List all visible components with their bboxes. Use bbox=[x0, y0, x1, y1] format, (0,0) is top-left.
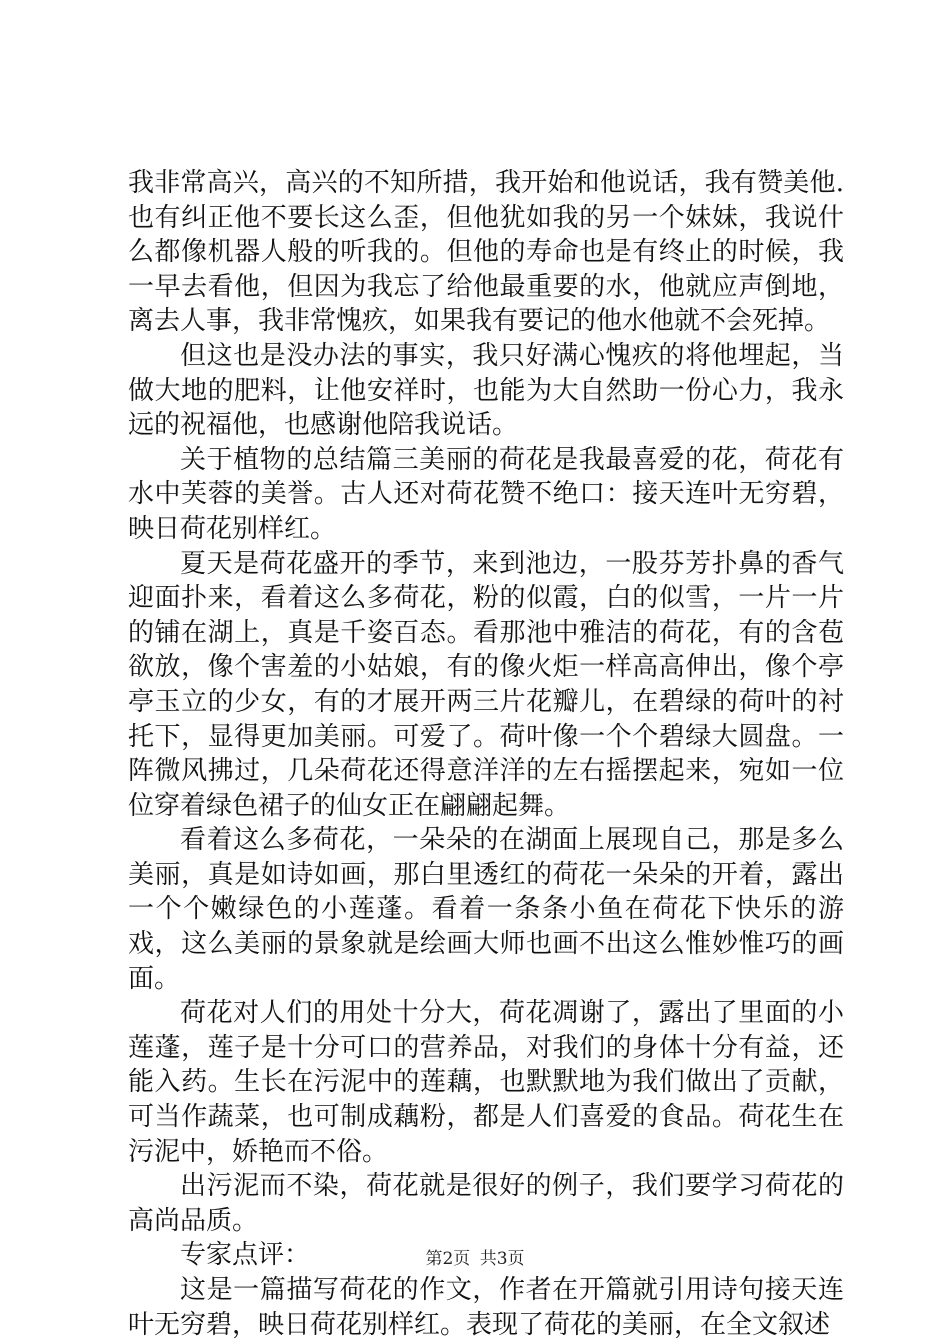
paragraph-1: 我非常高兴，高兴的不知所措，我开始和他说话，我有赞美他.也有纠正他不要长这么歪，但他犹如我的另一个妹妹，我说什么都像机器人般的听我的。但他的寿命也是有终止的时候，我一早去看他，但因为我忘了给他最重要的水，他就应声倒地，离去人事，我非常愧疚，如果我有要记的他水他就不会死掉。 bbox=[128, 168, 844, 337]
paragraph-3: 关于植物的总结篇三美丽的荷花是我最喜爱的花，荷花有水中芙蓉的美誉。古人还对荷花赞不绝口：接天连叶无穷碧，映日荷花别样红。 bbox=[128, 444, 844, 544]
paragraph-8-heading: 专家点评： bbox=[180, 1240, 311, 1271]
page-number: 第2页 bbox=[425, 1249, 471, 1269]
paragraph-2: 但这也是没办法的事实，我只好满心愧疚的将他埋起，当做大地的肥料，让他安祥时，也能为大自然助一份心力，我永远的祝福他，也感谢他陪我说话。 bbox=[128, 340, 844, 441]
paragraph-7: 出污泥而不染，荷花就是很好的例子，我们要学习荷花的高尚品质。 bbox=[128, 1171, 844, 1236]
paragraph-9: 这是一篇描写荷花的作文，作者在开篇就引用诗句接天连叶无穷碧，映日荷花别样红。表现了荷花的美丽，在全文叙述 bbox=[128, 1275, 844, 1340]
paragraph-4: 夏天是荷花盛开的季节，来到池边，一股芬芳扑鼻的香气迎面扑来，看着这么多荷花，粉的似霞，白的似雪，一片一片的铺在湖上，真是千姿百态。看那池中雅洁的荷花，有的含苞欲放，像个害羞的小姑娘，有的像火炬一样高高伸出，像个亭亭玉立的少女，有的才展开两三片花瓣儿，在碧绿的荷叶的衬托下，显得更加美丽。可爱了。荷叶像一个个碧绿大圆盘。一阵微风拂过，几朵荷花还得意洋洋的左右摇摆起来，宛如一位位穿着绿色裙子的仙女正在翩翩起舞。 bbox=[128, 548, 844, 821]
paragraph-5: 看着这么多荷花，一朵朵的在湖面上展现自己，那是多么美丽，真是如诗如画，那白里透红的荷花一朵朵的开着，露出一个个嫩绿色的小莲蓬。看着一条条小鱼在荷花下快乐的游戏，这么美丽的景象就是绘画大师也画不出这么惟妙惟巧的画面。 bbox=[128, 825, 844, 994]
paragraph-6: 荷花对人们的用处十分大，荷花凋谢了，露出了里面的小莲蓬，莲子是十分可口的营养品，对我们的身体十分有益，还能入药。生长在污泥中的莲藕，也默默地为我们做出了贡献，可当作蔬菜，也可制成藕粉，都是人们喜爱的食品。荷花生在污泥中，娇艳而不俗。 bbox=[128, 998, 844, 1167]
page-footer bbox=[0, 1244, 950, 1269]
document-body bbox=[128, 166, 844, 1342]
page-total: 共3页 bbox=[479, 1249, 525, 1269]
